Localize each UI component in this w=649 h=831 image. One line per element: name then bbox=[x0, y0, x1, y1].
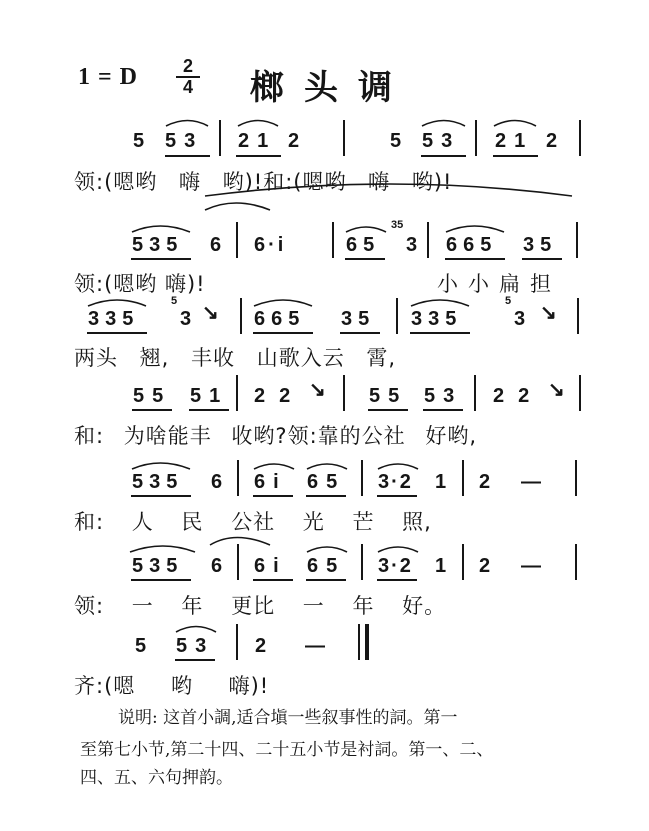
note-group: 21 bbox=[238, 130, 277, 152]
slur bbox=[132, 463, 190, 469]
slur bbox=[88, 300, 146, 306]
note-group: 335 bbox=[411, 308, 463, 330]
note-group: 5 bbox=[390, 130, 402, 152]
note-group: 1 bbox=[435, 471, 447, 493]
slur bbox=[307, 547, 347, 552]
slur bbox=[378, 547, 418, 552]
note-group: 3·2 bbox=[378, 471, 413, 493]
note-group: 535 bbox=[132, 234, 184, 256]
lyric-line: 两头 翘, 丰收 山歌入云 霄, bbox=[74, 346, 397, 370]
slur bbox=[205, 184, 572, 196]
note-group: 65 bbox=[307, 471, 346, 493]
note-group: 2 bbox=[479, 555, 491, 577]
note-group: 65 bbox=[307, 555, 346, 577]
note-group: 3 bbox=[180, 308, 192, 330]
lyric-line: 小小扁担 bbox=[437, 272, 561, 296]
slur bbox=[378, 464, 418, 469]
note-group: — bbox=[521, 555, 541, 577]
slur bbox=[307, 464, 347, 469]
note-group: 53 bbox=[165, 130, 204, 152]
glide-arrow: ↘ bbox=[548, 379, 565, 401]
time-signature-bottom: 4 bbox=[182, 77, 193, 97]
note-group: 6·i bbox=[254, 234, 287, 256]
slur bbox=[446, 226, 504, 232]
note-group: 3 bbox=[514, 308, 526, 330]
note-group: 535 bbox=[132, 471, 184, 493]
note-group: 535 bbox=[132, 555, 184, 577]
note-group: 665 bbox=[446, 234, 498, 256]
note-group: 3 bbox=[406, 234, 418, 256]
explanation-line-3: 四、五、六句押韵。 bbox=[80, 768, 233, 788]
note-group: — bbox=[305, 635, 325, 657]
explanation-text-1: 这首小調,适合塡一些叙事性的詞。第一 bbox=[163, 708, 458, 728]
explanation-line-2: 至第七小节,第二十四、二十五小节是衬詞。第一、二、 bbox=[80, 740, 494, 760]
note-group: 35 bbox=[523, 234, 558, 256]
glide-arrow: ↘ bbox=[540, 302, 557, 324]
note-group: 2 bbox=[546, 130, 558, 152]
song-title: 榔头调 bbox=[250, 68, 412, 108]
slur bbox=[422, 121, 465, 127]
note-group: 21 bbox=[495, 130, 534, 152]
lyric-line: 领:(嗯哟 嗨 哟)!和:(嗯哟 嗨 哟)! bbox=[74, 170, 453, 194]
slur bbox=[130, 546, 195, 552]
note-group: 5 bbox=[133, 130, 145, 152]
slur bbox=[346, 227, 386, 232]
note-group: 22 bbox=[493, 385, 544, 407]
note-group: 665 bbox=[254, 308, 306, 330]
grace-note: 5 bbox=[505, 295, 512, 307]
explanation-line-1 bbox=[118, 705, 458, 732]
glide-arrow: ↘ bbox=[309, 379, 326, 401]
slur bbox=[254, 300, 312, 306]
note-group: 55 bbox=[369, 385, 408, 407]
time-signature-top: 2 bbox=[182, 56, 193, 76]
lyric-line: 齐:(嗯 哟 嗨)! bbox=[74, 674, 270, 698]
slur bbox=[205, 203, 270, 210]
key-signature: 1 = D bbox=[78, 64, 139, 90]
note-group: 335 bbox=[88, 308, 140, 330]
slur bbox=[176, 627, 216, 633]
lyric-line: 领:(嗯哟 嗨)! bbox=[74, 272, 206, 296]
note-group: 5 bbox=[135, 635, 147, 657]
note-group: 2 bbox=[255, 635, 267, 657]
lyric-line: 和: 为啥能丰 收哟?领:靠的公社 好哟, bbox=[74, 424, 477, 448]
note-group: — bbox=[521, 471, 541, 493]
slur bbox=[254, 464, 294, 469]
explanation-label: 说明: bbox=[118, 708, 158, 728]
grace-note: 35 bbox=[391, 219, 404, 231]
grace-note: 5 bbox=[171, 295, 178, 307]
note-group: 1 bbox=[435, 555, 447, 577]
note-group: 22 bbox=[254, 385, 305, 407]
note-group: 6 bbox=[211, 555, 223, 577]
note-group: 55 bbox=[133, 385, 172, 407]
note-group: 6 bbox=[211, 471, 223, 493]
slur bbox=[494, 121, 536, 127]
slur bbox=[166, 121, 208, 127]
slur bbox=[411, 300, 469, 306]
note-group: 53 bbox=[176, 635, 215, 657]
slur bbox=[238, 121, 278, 127]
note-group: 53 bbox=[422, 130, 461, 152]
note-group: 51 bbox=[190, 385, 229, 407]
note-group: 6i bbox=[254, 471, 287, 493]
note-group: 2 bbox=[479, 471, 491, 493]
note-group: 65 bbox=[346, 234, 381, 256]
slur bbox=[132, 226, 190, 232]
lyric-line: 领: 一 年 更比 一 年 好。 bbox=[74, 594, 447, 618]
note-group: 53 bbox=[424, 385, 463, 407]
note-group: 35 bbox=[341, 308, 376, 330]
slur bbox=[210, 538, 270, 546]
lyric-line: 和: 人 民 公社 光 芒 照, bbox=[74, 510, 432, 534]
note-group: 2 bbox=[288, 130, 300, 152]
glide-arrow: ↘ bbox=[202, 302, 219, 324]
note-group: 6i bbox=[254, 555, 287, 577]
note-group: 3·2 bbox=[378, 555, 413, 577]
note-group: 6 bbox=[210, 234, 222, 256]
